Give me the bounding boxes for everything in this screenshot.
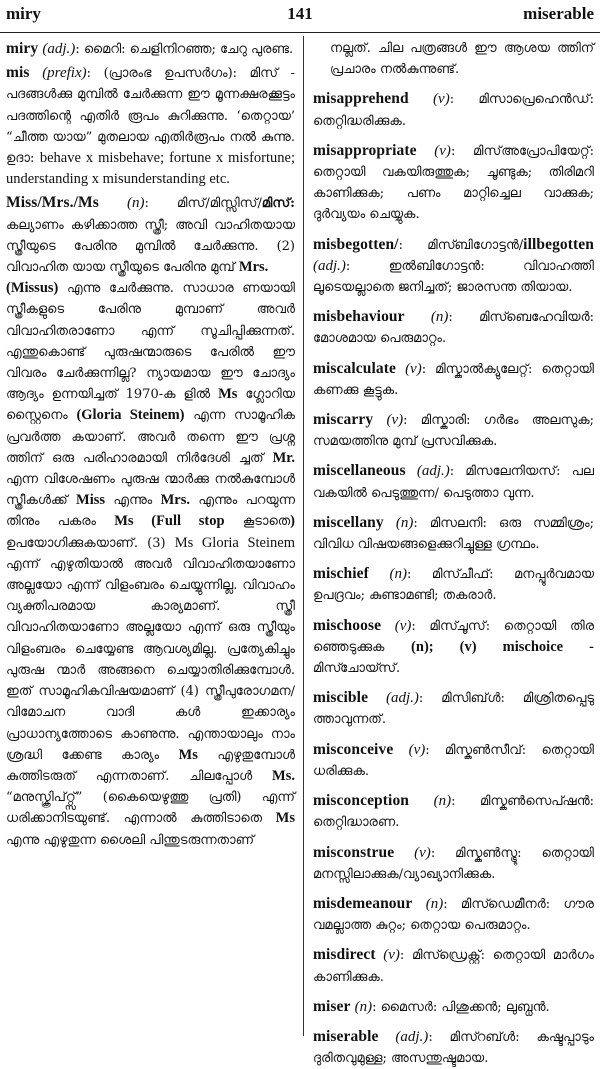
definition-part: എന്നും [105,493,161,509]
entry-miss-mrs-ms [6,192,295,850]
definition: : മിസലേനിയസ്: പല വകയിൽ പെടുത്തുന്ന/ പെടുത്താ വുന്ന. [313,464,594,501]
definition-part: എന്നും പറയുന്ന തിനും പകരം [6,493,295,530]
part-of-speech: (n) [430,309,449,326]
definition: : മിസ്കൺസ്ട്രൂ: തെറ്റായി മനസ്സിലാക്കുക/വ്യാഖ്യാനിക്കുക. [313,845,594,882]
definition: : മിസ്ഡെമീനർ: ഗൗര വമല്ലാത്ത കുറ്റം; തെറ്റായ പെരുമാറ്റം. [313,896,594,934]
term-ms: Ms [178,746,198,763]
part-of-speech: (n) [127,195,145,212]
headword-alt: illbegotten [523,235,594,253]
entry-miscible [313,687,594,730]
definition: : മിസ്കാൽക്യുലേറ്റ്: തെറ്റായി കണക്കു കൂട്ടുക. [313,361,594,398]
header-rule [0,32,600,33]
part-of-speech: (n) [433,793,452,810]
continued-text [313,38,594,80]
headword: mischoose [313,616,382,634]
headword: misdirect [313,946,376,964]
definition-part: എന്നു എഴുതുന്ന ശൈലി പിന്തുടരുന്നതാണ് [6,832,255,848]
term-ms: Ms [218,386,238,403]
definition-part: കല്യാണം കഴിക്കാത്ത സ്ത്രീ; അവി വാഹിതയായ സ്ത്രീയുടെ പേരിനു മുമ്പിൽ ചേർക്കുന്നു. (2) വിവാഹിത യായ സ്ത്രീയുടെ പേരിനു മുമ്പ് [6,217,295,276]
definition-part: ഉപയോഗിക്കുകയാണ്. (3) [6,535,175,551]
definition-part: “മനുസ്ക്രിപ്റ്റ്സ്” (കൈയെഴുത്തു പ്രതി) എന്ന് ധരിക്കാനിടയുണ്ട്. എന്നാൽ കുത്തിടാതെ [6,790,295,827]
headword: misdemeanour [313,894,413,912]
entry-miscarry [313,409,594,452]
headword: misbehaviour [313,308,405,326]
part-of-speech: (v) [414,844,431,861]
entry-miserable [313,1026,594,1069]
term-mrs: Mrs. [238,259,269,276]
entry-miry [6,38,295,60]
definition-part: എന്നു ചേർക്കുന്നു. സാധാര ണയായി സ്ത്രീകളുടെ പേരിനു മുമ്പാണ് അവർ വിവാഹിതരാണോ എന്ന് സൂചിപ്പിക്കുന്നത്. എന്തുകൊണ്ട് പുരുഷന്മാരുടെ പേരിൽ ഈ വിവരം ചേർക്കുന്നില്ല? ന്യായമായ ഈ ചോദ്യം ആദ്യം ഉന്നയിച്ചത് 1970-ക ളിൽ [6,281,295,403]
part-of-speech: (v) [405,360,422,377]
right-column [313,38,595,1067]
definition: : മിസ്ബിഗോട്ടൻ/ [398,237,524,253]
page-header [0,0,600,32]
entry-misdemeanour [313,893,594,936]
headword: misapprehend [313,90,409,108]
entry-miscalculate [313,358,594,401]
definition-part: എന്ന് എഴുതിയാൽ അവർ വിവാഹിതയാണോ അല്ലയോ എന്ന് വിളംബരം ചെയ്യുന്നില്ല. വിവാഹം വ്യക്തിപരമായ കാര്യമാണ്. സ്ത്രീ വിവാഹിതയാണോ അല്ലയോ എന്ന് ഒരു സ്ത്രീയും വിളംബരം ചെയ്യേണ്ട ആവശ്യമില്ല. പ്രത്യേകിച്ചും പുരുഷ ന്മാർ അങ്ങനെ ചെയ്യാതിരിക്കുമ്പോൾ. ഇത് സാമൂഹികവിഷയമാണ് (4) സ്ത്രീപുരോഗമന/വിമോചന വാദി കൾ ഇക്കാര്യം പ്രാധാന്യത്തോടെ കാണുന്നു. എന്തായാലും നാം ശ്രദ്ധി ക്കേണ്ട കാര്യം [6,556,295,763]
headword: miry [6,40,39,57]
entry-misbehaviour [313,306,594,349]
definition: : മിസ്ബെഹേവിയർ: മോശമായ പെരുമാറ്റം. [313,310,594,347]
definition: : മിസ്ഡ്രെക്റ്റ്: തെറ്റായി മാർഗം കാണിക്കുക. [313,948,594,985]
definition: : മിസ്ചീഫ്: മനപ്പൂർവമായ ഉപദ്രവം; കുണ്ടാമണ്ടി; തകരാർ. [313,567,594,604]
part-of-speech: (v) [386,412,404,429]
part-of-speech: (v) [433,91,450,108]
right-entries [313,88,594,1069]
term-mr: Mr. [272,449,295,466]
definition: : മൈസർ: പിശുക്കൻ; ലുബ്ധൻ. [372,999,550,1015]
part-of-speech: (adj.) [395,1028,429,1045]
part-of-speech: (adj.) [42,41,76,57]
part-of-speech: (v) [434,142,451,159]
term-gloria-steinem: (Gloria Steinem) [76,407,185,424]
headword: miserable [313,1027,379,1045]
definition: : ഇൽബിഗോട്ടൻ: വിവാഹത്തി ലൂടെയല്ലാതെ ജനിച്ചത്; ജാരസന്ത തിയായ. [313,258,594,296]
definition: : (പ്രാരംഭ ഉപസർഗം): മിസ് - പദങ്ങൾക്കു മുമ്പിൽ ചേർക്കുന്ന ഈ മൂന്നക്ഷരക്കൂട്ടം പദത്തിന്റെ എതിർ രൂപം കുറിക്കുന്നു. ‘തെറ്റായ’ “ചീത്ത യായ” മുതലായ എതിർരൂപം നൽ കുന്നു. ഉദാ: [6,66,295,167]
related-forms: (n); (v) mischoice - [411,638,595,655]
part-of-speech: (v) [408,741,426,758]
headword: miscellany [313,513,384,531]
headword: misconception [313,792,410,810]
left-column [6,38,295,1038]
definition-part: ഗ്ലോറിയ സ്റ്റൈനെം [6,387,295,424]
definition: : മിസ്ചൂസ്: തെറ്റായി തിര ഞ്ഞെടുക്കുക [313,618,594,655]
part-of-speech: (n) [389,566,407,583]
examples: behave x misbehave; fortune x misfortune; understanding x misunderstanding etc. [6,150,295,188]
part-of-speech: (v) [394,617,412,634]
headword: miscellaneous [313,462,406,480]
entry-misdirect [313,944,594,987]
part-of-speech: (adj.) [416,463,450,480]
entry-misbegotten [313,234,594,299]
definition-part: : മിസ്/മിസ്സിസ്/ [144,196,262,212]
headword: miscible [313,689,369,707]
entry-mis [6,62,295,190]
part-of-speech: (adj.) [386,690,419,707]
paren-close: ) [290,513,295,530]
part-of-speech: (n) [395,514,414,531]
entry-misapprehend [313,88,594,131]
running-head-left: miry [6,4,41,23]
column-divider [303,36,304,1036]
term-ms-full-stop: Ms (Full stop [114,513,225,530]
term-ms-dot: Ms. [272,767,295,784]
headword: Miss/Mrs./Ms [6,194,99,212]
definition-part: എഴുതുമ്പോൾ കുത്തിടരുത് എന്നതാണ്. ചിലപ്പോൾ [6,747,295,784]
part-of-speech: (v) [383,947,400,964]
definition: : മിസ്അപ്രോപിയേറ്റ്: തെറ്റായി വകയിരുത്തുക; ചൂണ്ടുക; തിരിമറി കാണിക്കുക; പണം മാറ്റിച്ചെല വാക്കുക; ദുർവ്യയം ചെയ്യുക. [313,143,594,223]
headword: miser [313,997,351,1015]
entry-misappropriate [313,140,594,226]
definition-part: എന്ന സാമൂഹിക പ്രവർത്ത കയാണ്. അവർ തന്നെ ഈ പ്രശ്ന ത്തിന് ഒരു പരിഹാരമായി നിർദേശി ച്ചത് [6,408,295,466]
entry-miser [313,996,594,1018]
headword: mis [6,64,30,82]
entry-misconstrue [313,842,594,885]
headword: misappropriate [313,141,417,159]
term-missus: (Missus) [6,280,59,297]
entry-misconception [313,790,594,833]
term-ms-gloria-steinem: Ms Gloria Steinem [174,534,295,551]
entry-miscellany [313,512,594,555]
definition-part: കൂടാതെ [224,514,291,530]
definition: : മിസ്കൺസീവ്: തെറ്റായി ധരിക്കുക. [313,742,594,779]
headword: miscalculate [313,359,396,377]
definition: : മിസാപ്രെഹെൻഡ്: തെറ്റിദ്ധരിക്കുക. [313,92,594,129]
definition: : മിസ്റബ്ൾ: കഷ്ടപ്പാടും ദുരിതവുമുള്ള; അസന്തുഷ്ടമായ. [313,1029,594,1067]
part-of-speech: (n) [354,998,373,1015]
term-mrs: Mrs. [160,492,191,509]
term-ms: Ms [275,810,295,827]
definition: മിസ്ചോയ്സ്. [313,661,401,677]
part-of-speech: (prefix) [42,65,87,82]
headword: miscarry [313,411,374,429]
page-number: 141 [287,4,313,23]
term-miss: Miss [76,492,106,509]
definition: : മിസലനി: ഒരു സമ്മിശ്രം; വിവിധ വിഷയങ്ങളെക്കുറിച്ചുള്ള ഗ്രന്ഥം. [313,515,594,553]
part-of-speech: (n) [425,895,444,912]
headword: misconstrue [313,843,395,861]
definition: : മൈറി: ചെളിനിറഞ്ഞ; ചേറു പുരണ്ട. [75,42,294,57]
definition-bold: മിസ്: [261,196,295,212]
entry-mischief [313,563,594,606]
continuation: നല്ലത്. ചില പത്രങ്ങൾ ഈ ആശയ ത്തിന് പ്രചാരം നൽകുന്നുണ്ട്. [330,41,594,78]
entry-mischoose [313,615,594,680]
headword: mischief [313,565,369,583]
definition: : മിസിബ്ൾ: മിശ്രിതപ്പെടു ത്താവുന്നത്. [313,691,594,728]
definition-part: എന്ന വിശേഷണം പുരുഷ ന്മാർക്കു നൽകുമ്പോൾ സ്ത്രീകൾക്ക് [6,472,295,509]
entry-misconceive [313,739,594,782]
running-head-right: miserable [523,4,594,23]
definition: : മിസ്കാരി: ഗർഭം അലസുക; സമയത്തിനു മുമ്പ് പ്രസവിക്കുക. [313,413,594,450]
headword: misconceive [313,740,394,758]
definition: : മിസ്കൺസെപ്ഷൻ: തെറ്റിദ്ധാരണ. [313,794,594,831]
entry-miscellaneous [313,460,594,503]
headword: misbegotten/ [313,235,399,253]
part-of-speech: (adj.) [313,257,346,274]
